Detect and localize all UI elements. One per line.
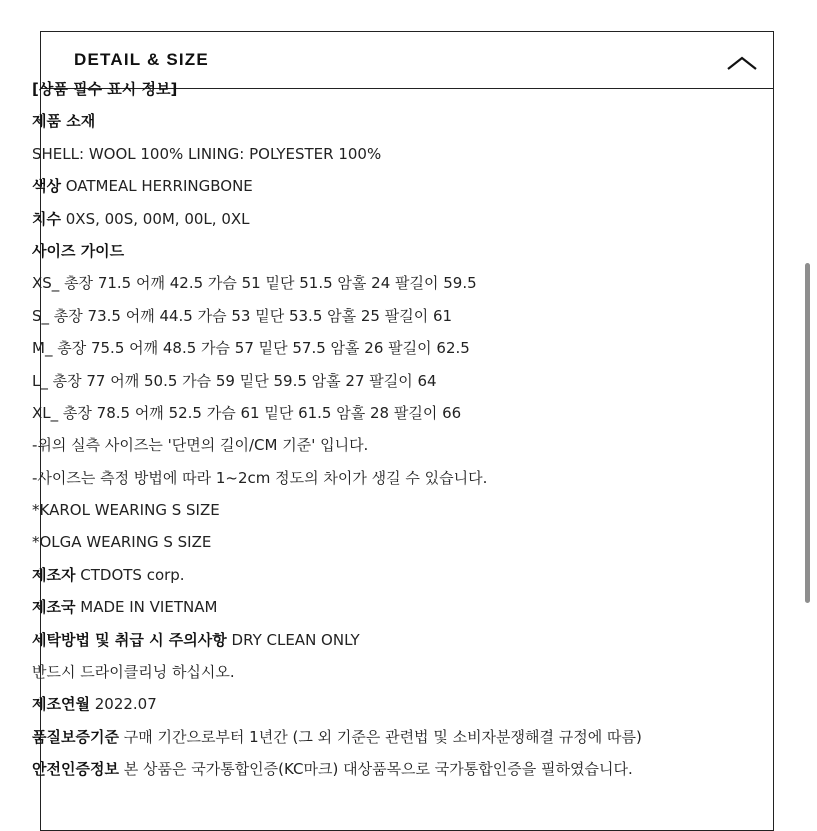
detail-label: 제조자 <box>32 565 76 584</box>
detail-line <box>32 758 797 790</box>
detail-value: SHELL: WOOL 100% LINING: POLYESTER 100% <box>32 144 382 163</box>
detail-label: 품질보증기준 <box>32 727 119 746</box>
chevron-up-icon[interactable] <box>725 52 759 74</box>
detail-value: *OLGA WEARING S SIZE <box>32 533 212 552</box>
detail-value: 0XS, 00S, 00M, 00L, 0XL <box>60 209 250 228</box>
accordion-title: DETAIL & SIZE <box>74 50 209 69</box>
detail-line <box>32 337 797 369</box>
detail-value: -위의 실측 사이즈는 '단면의 길이/CM 기준' 입니다. <box>32 436 369 455</box>
detail-line <box>32 564 797 596</box>
detail-value: 본 상품은 국가통합인증(KC마크) 대상품목으로 국가통합인증을 필하였습니다. <box>118 760 633 779</box>
detail-label: 제조연월 <box>32 695 90 714</box>
detail-value: XL_ 총장 78.5 어깨 52.5 가슴 61 밑단 61.5 암홀 28 팔길이 66 <box>32 403 462 422</box>
detail-label: 세탁방법 및 취급 시 주의사항 <box>32 630 227 649</box>
detail-line <box>32 629 797 661</box>
detail-label: [상품 필수 표시 정보] <box>32 80 178 98</box>
detail-content <box>32 78 797 791</box>
detail-line <box>32 726 797 758</box>
scrollbar-thumb[interactable] <box>805 263 810 603</box>
detail-value: S_ 총장 73.5 어깨 44.5 가슴 53 밑단 53.5 암홀 25 팔길이 61 <box>32 306 453 325</box>
detail-value: M_ 총장 75.5 어깨 48.5 가슴 57 밑단 57.5 암홀 26 팔길이 62.5 <box>32 339 470 358</box>
detail-value: L_ 총장 77 어깨 50.5 가슴 59 밑단 59.5 암홀 27 팔길이 64 <box>32 371 437 390</box>
detail-line <box>32 110 797 142</box>
detail-line <box>32 499 797 531</box>
detail-value: 2022.07 <box>89 695 157 714</box>
detail-line <box>32 305 797 337</box>
detail-line <box>32 208 797 240</box>
detail-line <box>32 596 797 628</box>
detail-line <box>32 434 797 466</box>
detail-label: 제품 소재 <box>32 112 96 131</box>
detail-value: MADE IN VIETNAM <box>75 598 218 617</box>
detail-label: 사이즈 가이드 <box>32 241 125 260</box>
detail-line <box>32 661 797 693</box>
detail-line <box>32 78 797 110</box>
detail-line <box>32 467 797 499</box>
detail-line <box>32 531 797 563</box>
detail-label: 안전인증정보 <box>32 760 119 779</box>
detail-label: 색상 <box>32 177 61 196</box>
detail-label: 치수 <box>32 209 61 228</box>
detail-line <box>32 143 797 175</box>
detail-value: OATMEAL HERRINGBONE <box>60 177 253 196</box>
detail-line <box>32 402 797 434</box>
detail-value: 반드시 드라이클리닝 하십시오. <box>32 663 235 682</box>
detail-value: *KAROL WEARING S SIZE <box>32 501 220 520</box>
detail-line <box>32 693 797 725</box>
detail-value: 구매 기간으로부터 1년간 (그 외 기준은 관련법 및 소비자분쟁해결 규정에 따름) <box>118 727 642 746</box>
detail-value: CTDOTS corp. <box>75 565 185 584</box>
detail-line <box>32 272 797 304</box>
detail-value: DRY CLEAN ONLY <box>226 630 360 649</box>
detail-label: 제조국 <box>32 598 76 617</box>
detail-value: XS_ 총장 71.5 어깨 42.5 가슴 51 밑단 51.5 암홀 24 팔길이 59.5 <box>32 274 477 293</box>
detail-line <box>32 370 797 402</box>
detail-line <box>32 175 797 207</box>
detail-line <box>32 240 797 272</box>
detail-value: -사이즈는 측정 방법에 따라 1~2cm 정도의 차이가 생길 수 있습니다. <box>32 468 488 487</box>
